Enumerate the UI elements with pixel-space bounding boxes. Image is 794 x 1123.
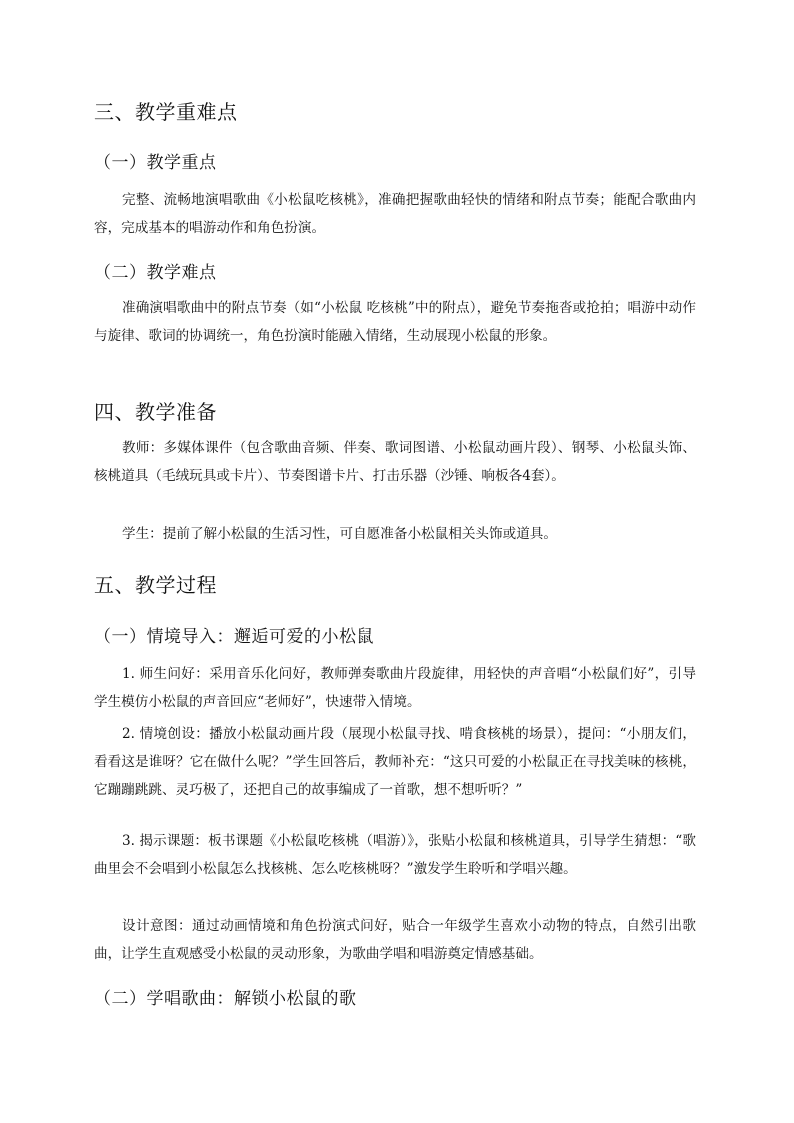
section-heading-teaching-process: 五、教学过程	[94, 573, 217, 597]
subheading-teaching-difficulty: （二）教学难点	[94, 263, 217, 283]
subheading-situation-intro: （一）情境导入：邂逅可爱的小松鼠	[94, 627, 374, 647]
paragraph-situation-setup: 2. 情境创设：播放小松鼠动画片段（展现小松鼠寻找、啃食核桃的场景），提问：“小朋友们，看看这是谁呀？它在做什么呢？”学生回答后，教师补充：“这只可爱的小松鼠正在寻找美味的核桃，它蹦蹦跳跳、灵巧极了，还把自己的故事编成了一首歌，想不想听听？”	[94, 726, 696, 798]
subheading-learn-song: （二）学唱歌曲：解锁小松鼠的歌	[94, 989, 357, 1009]
section-heading-preparation: 四、教学准备	[94, 400, 217, 424]
subheading-teaching-focus: （一）教学重点	[94, 153, 217, 173]
paragraph-student-preparation: 学生：提前了解小松鼠的生活习性，可自愿准备小松鼠相关头饰或道具。	[122, 526, 557, 542]
section-heading-key-points: 三、教学重难点	[94, 100, 238, 124]
paragraph-teacher-preparation: 教师：多媒体课件（包含歌曲音频、伴奏、歌词图谱、小松鼠动画片段）、钢琴、小松鼠头饰、核桃道具（毛绒玩具或卡片）、节奏图谱卡片、打击乐器（沙锤、响板各4套）。	[94, 440, 696, 484]
paragraph-teaching-difficulty: 准确演唱歌曲中的附点节奏（如“小松鼠 吃核桃”中的附点），避免节奏拖沓或抢拍；唱游中动作与旋律、歌词的协调统一，角色扮演时能融入情绪，生动展现小松鼠的形象。	[94, 300, 696, 344]
paragraph-reveal-topic: 3. 揭示课题：板书课题《小松鼠吃核桃（唱游）》，张贴小松鼠和核桃道具，引导学生猜想：“歌曲里会不会唱到小松鼠怎么找核桃、怎么吃核桃呀？”激发学生聆听和学唱兴趣。	[94, 833, 696, 877]
paragraph-greeting: 1. 师生问好：采用音乐化问好，教师弹奏歌曲片段旋律，用轻快的声音唱“小松鼠们好”，引导学生模仿小松鼠的声音回应“老师好”，快速带入情境。	[94, 666, 696, 710]
paragraph-design-intent: 设计意图：通过动画情境和角色扮演式问好，贴合一年级学生喜欢小动物的特点，自然引出歌曲，让学生直观感受小松鼠的灵动形象，为歌曲学唱和唱游奠定情感基础。	[94, 918, 696, 962]
paragraph-teaching-focus: 完整、流畅地演唱歌曲《小松鼠吃核桃》，准确把握歌曲轻快的情绪和附点节奏；能配合歌曲内容，完成基本的唱游动作和角色扮演。	[94, 192, 696, 236]
